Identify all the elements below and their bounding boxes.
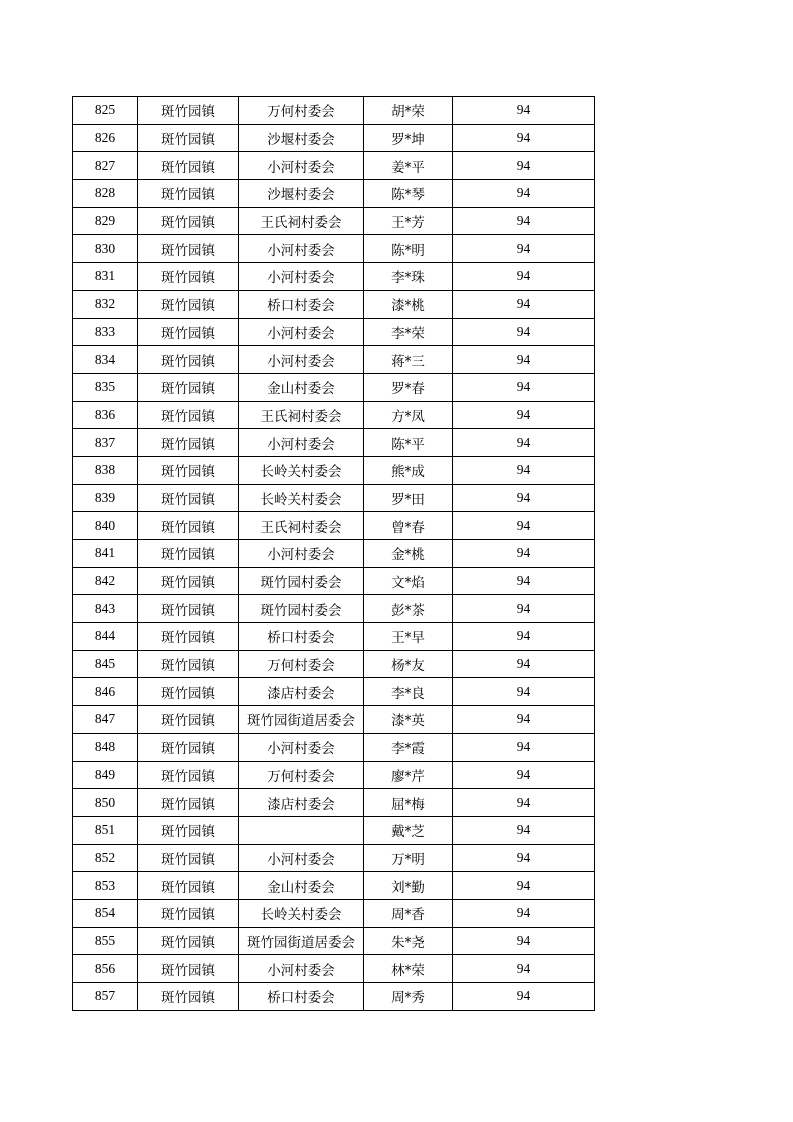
row-number-cell: 831 — [73, 263, 138, 291]
table-row — [73, 623, 595, 651]
town-cell: 斑竹园镇 — [138, 678, 239, 706]
person-name-cell: 李*珠 — [364, 263, 453, 291]
value-cell: 94 — [453, 97, 595, 125]
value-cell: 94 — [453, 124, 595, 152]
row-number-cell: 827 — [73, 152, 138, 180]
row-number-cell: 839 — [73, 484, 138, 512]
table-row — [73, 899, 595, 927]
village-cell — [239, 816, 364, 844]
person-name-cell: 胡*荣 — [364, 97, 453, 125]
town-cell: 斑竹园镇 — [138, 318, 239, 346]
table-row — [73, 706, 595, 734]
table-row — [73, 789, 595, 817]
value-cell: 94 — [453, 733, 595, 761]
value-cell: 94 — [453, 789, 595, 817]
row-number-cell: 841 — [73, 540, 138, 568]
person-name-cell: 万*明 — [364, 844, 453, 872]
table-row — [73, 983, 595, 1011]
value-cell: 94 — [453, 927, 595, 955]
town-cell: 斑竹园镇 — [138, 456, 239, 484]
town-cell: 斑竹园镇 — [138, 290, 239, 318]
town-cell: 斑竹园镇 — [138, 97, 239, 125]
town-cell: 斑竹园镇 — [138, 346, 239, 374]
person-name-cell: 文*焰 — [364, 567, 453, 595]
village-cell: 金山村委会 — [239, 872, 364, 900]
table-row — [73, 927, 595, 955]
town-cell: 斑竹园镇 — [138, 872, 239, 900]
town-cell: 斑竹园镇 — [138, 484, 239, 512]
table-row — [73, 816, 595, 844]
table-row — [73, 872, 595, 900]
person-name-cell: 曾*春 — [364, 512, 453, 540]
person-name-cell: 陈*琴 — [364, 180, 453, 208]
village-cell: 沙堰村委会 — [239, 180, 364, 208]
row-number-cell: 836 — [73, 401, 138, 429]
person-name-cell: 朱*尧 — [364, 927, 453, 955]
value-cell: 94 — [453, 235, 595, 263]
village-cell: 王氏祠村委会 — [239, 512, 364, 540]
value-cell: 94 — [453, 207, 595, 235]
value-cell: 94 — [453, 540, 595, 568]
person-name-cell: 陈*明 — [364, 235, 453, 263]
value-cell: 94 — [453, 567, 595, 595]
town-cell: 斑竹园镇 — [138, 650, 239, 678]
row-number-cell: 849 — [73, 761, 138, 789]
town-cell: 斑竹园镇 — [138, 207, 239, 235]
village-cell: 小河村委会 — [239, 844, 364, 872]
village-cell: 万何村委会 — [239, 650, 364, 678]
village-cell: 长岭关村委会 — [239, 899, 364, 927]
value-cell: 94 — [453, 983, 595, 1011]
row-number-cell: 830 — [73, 235, 138, 263]
row-number-cell: 857 — [73, 983, 138, 1011]
row-number-cell: 855 — [73, 927, 138, 955]
value-cell: 94 — [453, 955, 595, 983]
value-cell: 94 — [453, 373, 595, 401]
table-row — [73, 373, 595, 401]
value-cell: 94 — [453, 872, 595, 900]
village-cell: 小河村委会 — [239, 152, 364, 180]
row-number-cell: 846 — [73, 678, 138, 706]
row-number-cell: 856 — [73, 955, 138, 983]
table-row — [73, 567, 595, 595]
row-number-cell: 844 — [73, 623, 138, 651]
town-cell: 斑竹园镇 — [138, 789, 239, 817]
town-cell: 斑竹园镇 — [138, 567, 239, 595]
village-cell: 金山村委会 — [239, 373, 364, 401]
town-cell: 斑竹园镇 — [138, 733, 239, 761]
table-row — [73, 290, 595, 318]
person-name-cell: 蒋*三 — [364, 346, 453, 374]
town-cell: 斑竹园镇 — [138, 899, 239, 927]
village-cell: 小河村委会 — [239, 429, 364, 457]
village-cell: 斑竹园街道居委会 — [239, 927, 364, 955]
village-cell: 万何村委会 — [239, 761, 364, 789]
row-number-cell: 835 — [73, 373, 138, 401]
village-cell: 小河村委会 — [239, 263, 364, 291]
value-cell: 94 — [453, 346, 595, 374]
person-name-cell: 王*早 — [364, 623, 453, 651]
value-cell: 94 — [453, 484, 595, 512]
row-number-cell: 843 — [73, 595, 138, 623]
town-cell: 斑竹园镇 — [138, 180, 239, 208]
town-cell: 斑竹园镇 — [138, 983, 239, 1011]
town-cell: 斑竹园镇 — [138, 235, 239, 263]
value-cell: 94 — [453, 650, 595, 678]
value-cell: 94 — [453, 401, 595, 429]
table-row — [73, 97, 595, 125]
village-cell: 漆店村委会 — [239, 678, 364, 706]
row-number-cell: 829 — [73, 207, 138, 235]
table-row — [73, 180, 595, 208]
value-cell: 94 — [453, 899, 595, 927]
village-cell: 小河村委会 — [239, 955, 364, 983]
village-cell: 桥口村委会 — [239, 290, 364, 318]
row-number-cell: 828 — [73, 180, 138, 208]
person-name-cell: 陈*平 — [364, 429, 453, 457]
value-cell: 94 — [453, 678, 595, 706]
table-row — [73, 456, 595, 484]
town-cell: 斑竹园镇 — [138, 844, 239, 872]
table-row — [73, 733, 595, 761]
person-name-cell: 彭*茶 — [364, 595, 453, 623]
row-number-cell: 845 — [73, 650, 138, 678]
village-cell: 小河村委会 — [239, 235, 364, 263]
town-cell: 斑竹园镇 — [138, 429, 239, 457]
person-name-cell: 李*荣 — [364, 318, 453, 346]
table-row — [73, 540, 595, 568]
person-name-cell: 廖*芹 — [364, 761, 453, 789]
row-number-cell: 854 — [73, 899, 138, 927]
village-cell: 小河村委会 — [239, 540, 364, 568]
row-number-cell: 851 — [73, 816, 138, 844]
person-name-cell: 王*芳 — [364, 207, 453, 235]
person-name-cell: 戴*芝 — [364, 816, 453, 844]
row-number-cell: 848 — [73, 733, 138, 761]
table-row — [73, 346, 595, 374]
value-cell: 94 — [453, 706, 595, 734]
table-body — [73, 97, 595, 1011]
table-row — [73, 650, 595, 678]
village-cell: 斑竹园村委会 — [239, 567, 364, 595]
town-cell: 斑竹园镇 — [138, 401, 239, 429]
value-cell: 94 — [453, 816, 595, 844]
table-row — [73, 235, 595, 263]
table-row — [73, 844, 595, 872]
town-cell: 斑竹园镇 — [138, 152, 239, 180]
table-row — [73, 429, 595, 457]
person-name-cell: 杨*友 — [364, 650, 453, 678]
row-number-cell: 826 — [73, 124, 138, 152]
row-number-cell: 834 — [73, 346, 138, 374]
row-number-cell: 838 — [73, 456, 138, 484]
person-name-cell: 刘*勤 — [364, 872, 453, 900]
town-cell: 斑竹园镇 — [138, 761, 239, 789]
value-cell: 94 — [453, 456, 595, 484]
town-cell: 斑竹园镇 — [138, 540, 239, 568]
person-name-cell: 漆*英 — [364, 706, 453, 734]
town-cell: 斑竹园镇 — [138, 124, 239, 152]
village-cell: 斑竹园村委会 — [239, 595, 364, 623]
value-cell: 94 — [453, 152, 595, 180]
town-cell: 斑竹园镇 — [138, 927, 239, 955]
row-number-cell: 847 — [73, 706, 138, 734]
village-cell: 漆店村委会 — [239, 789, 364, 817]
row-number-cell: 840 — [73, 512, 138, 540]
row-number-cell: 833 — [73, 318, 138, 346]
row-number-cell: 852 — [73, 844, 138, 872]
row-number-cell: 850 — [73, 789, 138, 817]
town-cell: 斑竹园镇 — [138, 816, 239, 844]
value-cell: 94 — [453, 318, 595, 346]
table-row — [73, 152, 595, 180]
table-row — [73, 484, 595, 512]
person-name-cell: 漆*桃 — [364, 290, 453, 318]
value-cell: 94 — [453, 429, 595, 457]
town-cell: 斑竹园镇 — [138, 955, 239, 983]
village-cell: 沙堰村委会 — [239, 124, 364, 152]
village-cell: 小河村委会 — [239, 346, 364, 374]
person-name-cell: 罗*春 — [364, 373, 453, 401]
person-name-cell: 金*桃 — [364, 540, 453, 568]
table-row — [73, 595, 595, 623]
village-cell: 万何村委会 — [239, 97, 364, 125]
table-row — [73, 678, 595, 706]
person-name-cell: 方*凤 — [364, 401, 453, 429]
table-row — [73, 955, 595, 983]
value-cell: 94 — [453, 512, 595, 540]
person-name-cell: 周*秀 — [364, 983, 453, 1011]
table-row — [73, 401, 595, 429]
value-cell: 94 — [453, 263, 595, 291]
table-row — [73, 761, 595, 789]
value-cell: 94 — [453, 623, 595, 651]
row-number-cell: 837 — [73, 429, 138, 457]
village-cell: 桥口村委会 — [239, 983, 364, 1011]
value-cell: 94 — [453, 761, 595, 789]
table-row — [73, 207, 595, 235]
table-row — [73, 124, 595, 152]
value-cell: 94 — [453, 595, 595, 623]
table-row — [73, 318, 595, 346]
table-row — [73, 263, 595, 291]
village-cell: 王氏祠村委会 — [239, 401, 364, 429]
village-cell: 小河村委会 — [239, 318, 364, 346]
person-name-cell: 周*香 — [364, 899, 453, 927]
row-number-cell: 853 — [73, 872, 138, 900]
town-cell: 斑竹园镇 — [138, 623, 239, 651]
person-name-cell: 姜*平 — [364, 152, 453, 180]
town-cell: 斑竹园镇 — [138, 595, 239, 623]
town-cell: 斑竹园镇 — [138, 512, 239, 540]
person-name-cell: 熊*成 — [364, 456, 453, 484]
village-cell: 长岭关村委会 — [239, 484, 364, 512]
value-cell: 94 — [453, 180, 595, 208]
value-cell: 94 — [453, 844, 595, 872]
village-cell: 斑竹园街道居委会 — [239, 706, 364, 734]
person-name-cell: 罗*田 — [364, 484, 453, 512]
person-name-cell: 李*霞 — [364, 733, 453, 761]
town-cell: 斑竹园镇 — [138, 706, 239, 734]
person-name-cell: 罗*坤 — [364, 124, 453, 152]
data-table — [72, 96, 595, 1011]
row-number-cell: 832 — [73, 290, 138, 318]
table-row — [73, 512, 595, 540]
person-name-cell: 李*良 — [364, 678, 453, 706]
row-number-cell: 842 — [73, 567, 138, 595]
town-cell: 斑竹园镇 — [138, 373, 239, 401]
row-number-cell: 825 — [73, 97, 138, 125]
town-cell: 斑竹园镇 — [138, 263, 239, 291]
value-cell: 94 — [453, 290, 595, 318]
person-name-cell: 林*荣 — [364, 955, 453, 983]
person-name-cell: 屈*梅 — [364, 789, 453, 817]
village-cell: 长岭关村委会 — [239, 456, 364, 484]
village-cell: 王氏祠村委会 — [239, 207, 364, 235]
village-cell: 小河村委会 — [239, 733, 364, 761]
village-cell: 桥口村委会 — [239, 623, 364, 651]
